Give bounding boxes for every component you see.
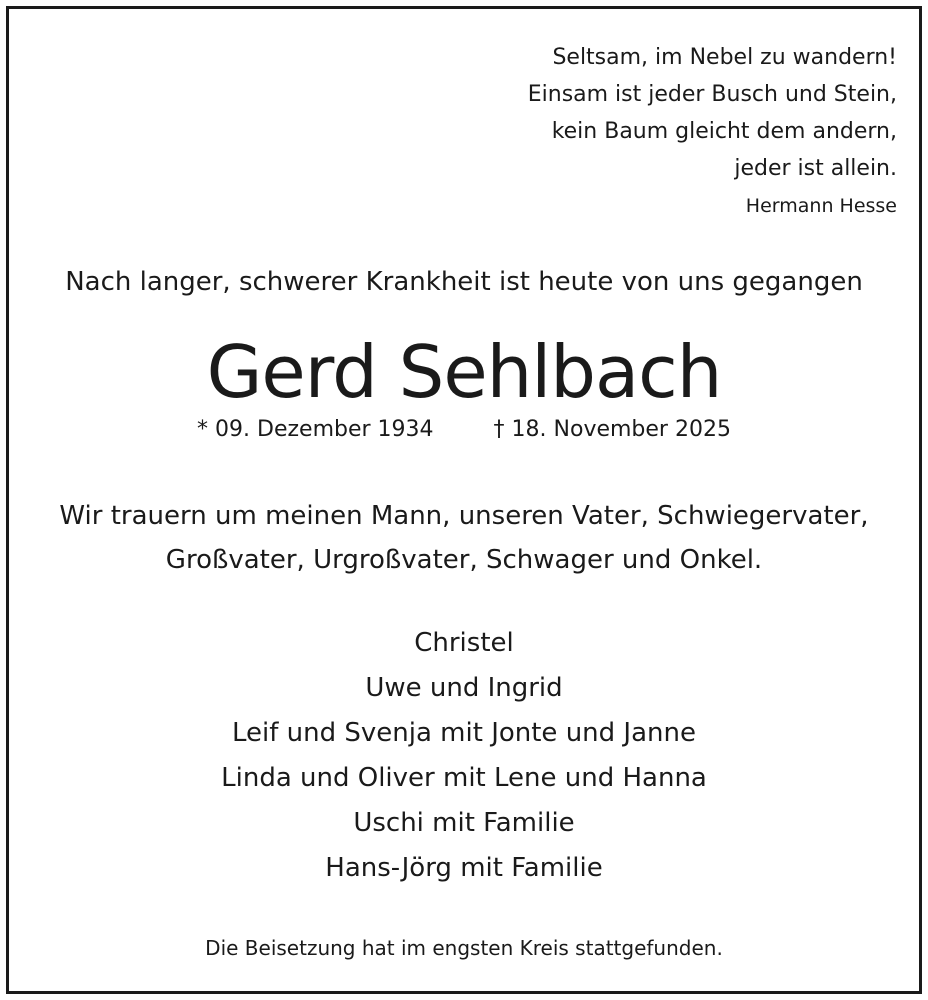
family-member: Linda und Oliver mit Lene und Hanna xyxy=(221,763,707,793)
intro-text: Nach langer, schwerer Krankheit ist heute von uns gegangen xyxy=(65,267,863,297)
mourning-text xyxy=(9,494,919,582)
obituary-frame xyxy=(6,6,922,994)
death-date: † 18. November 2025 xyxy=(493,417,731,442)
mourning-line: Großvater, Urgroßvater, Schwager und Onkel. xyxy=(165,545,763,575)
family-member: Hans-Jörg mit Familie xyxy=(325,853,603,883)
burial-note: Die Beisetzung hat im engsten Kreis stattgefunden. xyxy=(205,936,723,960)
life-dates xyxy=(9,413,919,447)
poem-line: Seltsam, im Nebel zu wandern! xyxy=(552,45,897,70)
poem-author: Hermann Hesse xyxy=(745,195,897,217)
poem-block xyxy=(528,39,897,225)
family-member: Uschi mit Familie xyxy=(353,808,575,838)
birth-date: * 09. Dezember 1934 xyxy=(197,417,434,442)
poem-line: kein Baum gleicht dem andern, xyxy=(551,119,897,144)
family-list xyxy=(9,621,919,891)
poem-line: Einsam ist jeder Busch und Stein, xyxy=(527,82,897,107)
deceased-name: Gerd Sehlbach xyxy=(206,330,722,414)
mourning-line: Wir trauern um meinen Mann, unseren Vater, Schwiegervater, xyxy=(59,501,869,531)
family-member: Uwe und Ingrid xyxy=(365,673,563,703)
family-member: Leif und Svenja mit Jonte und Janne xyxy=(232,718,696,748)
family-member: Christel xyxy=(414,628,514,658)
poem-line: jeder ist allein. xyxy=(734,156,897,181)
